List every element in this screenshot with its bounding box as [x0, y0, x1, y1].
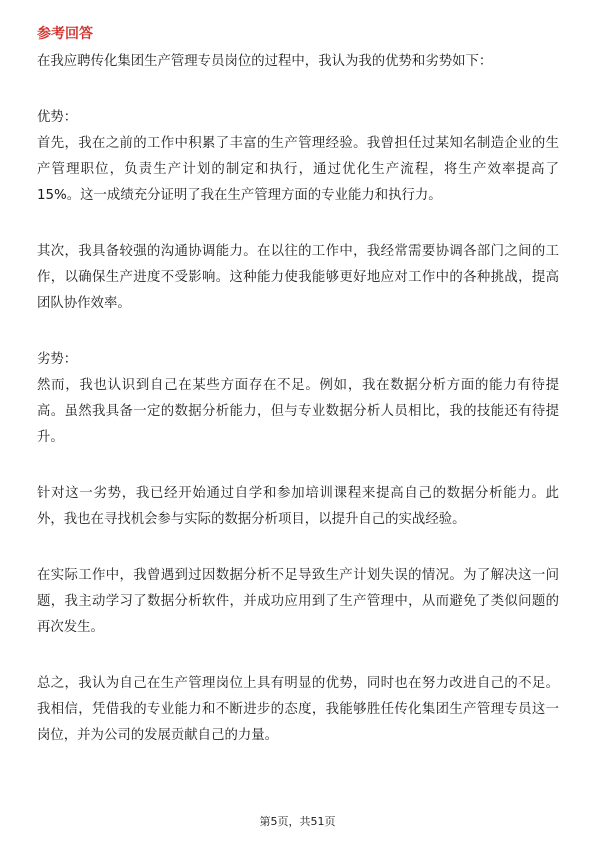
conclusion-paragraph: 总之，我认为自己在生产管理岗位上具有明显的优势，同时也在努力改进自己的不足。我相信，凭借我的专业能力和不断进步的态度，我能够胜任传化集团生产管理专员这一岗位，并为公司的发展贡献自己的力量。 [37, 676, 559, 743]
spacer [37, 209, 559, 239]
strength-paragraph-2: 其次，我具备较强的沟通协调能力。在以往的工作中，我经常需要协调各部门之间的工作，以确保生产进度不受影响。这种能力使我能够更好地应对工作中的各种挑战，提高团队协作效率。 [37, 244, 559, 311]
section-title: 参考回答 [37, 26, 93, 42]
example-paragraph: 在实际工作中，我曾遇到过因数据分析不足导致生产计划失误的情况。为了解决这一问题，我主动学习了数据分析软件，并成功应用到了生产管理中，从而避免了类似问题的再次发生。 [37, 568, 559, 635]
strengths-heading: 优势： [37, 110, 78, 125]
intro-paragraph: 在我应聘传化集团生产管理专员岗位的过程中，我认为我的优势和劣势如下： [37, 54, 493, 69]
spacer [37, 75, 559, 105]
answer-body [37, 49, 559, 749]
spacer [37, 533, 559, 563]
weaknesses-heading: 劣势： [37, 352, 78, 367]
spacer [37, 451, 559, 481]
page-number: 第5页，共51页 [259, 815, 336, 828]
strength-paragraph-1: 首先，我在之前的工作中积累了丰富的生产管理经验。我曾担任过某知名制造企业的生产管理职位，负责生产计划的制定和执行，通过优化生产流程，将生产效率提高了15%。这一成绩充分证明了我在生产管理方面的专业能力和执行力。 [37, 136, 559, 203]
weakness-paragraph-2: 针对这一劣势，我已经开始通过自学和参加培训课程来提高自己的数据分析能力。此外，我也在寻找机会参与实际的数据分析项目，以提升自己的实战经验。 [37, 486, 559, 527]
spacer [37, 317, 559, 347]
spacer [37, 641, 559, 671]
weakness-paragraph-1: 然而，我也认识到自己在某些方面存在不足。例如，我在数据分析方面的能力有待提高。虽然我具备一定的数据分析能力，但与专业数据分析人员相比，我的技能还有待提升。 [37, 378, 559, 445]
